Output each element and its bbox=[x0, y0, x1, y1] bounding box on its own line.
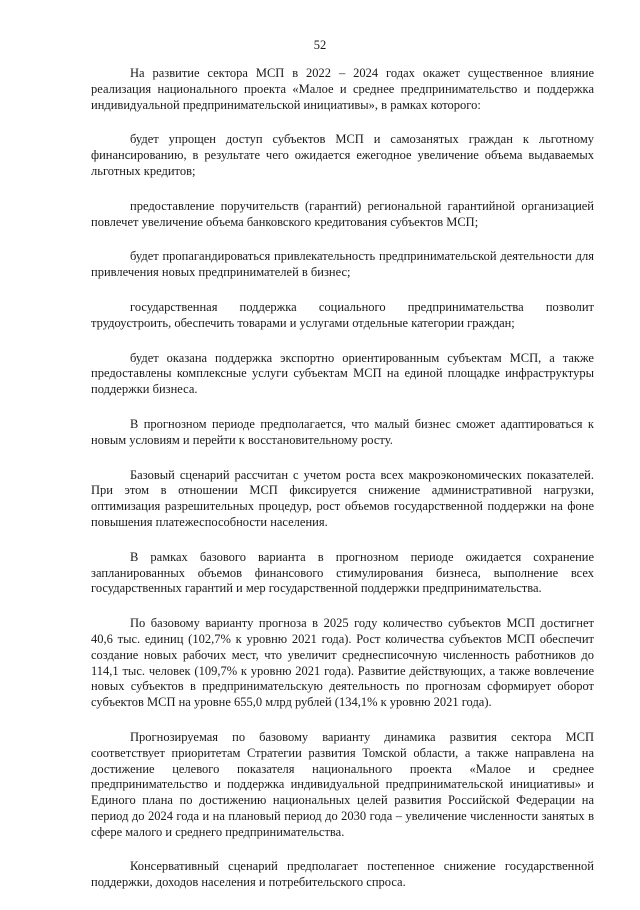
paragraph-forecast-period: В прогнозном периоде предполагается, что малый бизнес сможет адаптироваться к новым условиям и перейти к восстановительному росту. bbox=[91, 416, 594, 447]
paragraph-social-business: государственная поддержка социального предпринимательства позволит трудоустроить, обеспечить товарами и услугами отдельные категории граждан; bbox=[91, 299, 594, 330]
paragraph-export-support: будет оказана поддержка экспортно ориентированным субъектам МСП, а также предоставлены комплексные услуги субъектам МСП на единой площадке инфраструктуры поддержки бизнеса. bbox=[91, 350, 594, 397]
paragraph-promotion: будет пропагандироваться привлекательность предпринимательской деятельности для привлечения новых предпринимателей в бизнес; bbox=[91, 249, 594, 280]
paragraph-guarantees: предоставление поручительств (гарантий) региональной гарантийной организацией повлечет увеличение объема банковского кредитования субъектов МСП; bbox=[91, 198, 594, 229]
paragraph-credit-access: будет упрощен доступ субъектов МСП и самозанятых граждан к льготному финансированию, в результате чего ожидается ежегодное увеличение объема выдаваемых льготных кредитов; bbox=[91, 132, 594, 178]
paragraph-base-scenario: Базовый сценарий рассчитан с учетом роста всех макроэкономических показателей. При этом в отношении МСП фиксируется снижение административной нагрузки, оптимизация разрешительных процедур, рост объемов государственной поддержки на фоне повышения платежеспособности населения. bbox=[91, 467, 594, 529]
paragraph-intro: На развитие сектора МСП в 2022 – 2024 годах окажет существенное влияние реализация национального проекта «Малое и среднее предпринимательство и поддержка индивидуальной предпринимательской инициативы», в рамках которого: bbox=[91, 66, 594, 112]
document-body bbox=[91, 66, 594, 910]
paragraph-msp-forecast: По базовому варианту прогноза в 2025 году количество субъектов МСП достигнет 40,6 тыс. единиц (102,7% к уровню 2021 года). Рост количества субъектов МСП обеспечит создание новых рабочих мест, что увеличит среднесписочную численность работников до 114,1 тыс. человек (109,7% к уровню 2021 года). Развитие действующих, а также вовлечение новых субъектов в предпринимательскую деятельность по прогнозам сформирует оборот субъектов МСП на уровне 655,0 млрд рублей (134,1% к уровню 2021 года). bbox=[91, 616, 594, 710]
paragraph-base-variant: В рамках базового варианта в прогнозном периоде ожидается сохранение запланированных объемов финансового стимулирования бизнеса, выполнение всех государственных гарантий и мер государственной поддержки предпринимательства. bbox=[91, 549, 594, 596]
paragraph-conservative-scenario: Консервативный сценарий предполагает постепенное снижение государственной поддержки, доходов населения и потребительского спроса. bbox=[91, 859, 594, 890]
page-number: 52 bbox=[313, 38, 327, 52]
paragraph-strategy-alignment: Прогнозируемая по базовому варианту динамика развития сектора МСП соответствует приоритетам Стратегии развития Томской области, а также направлена на достижение целевого показателя национального проекта «Малое и среднее предпринимательство и поддержка индивидуальной предпринимательской инициативы» и Единого плана по достижению национальных целей развития Российской Федерации на период до 2024 года и на плановый период до 2030 года – увеличение численности занятых в сфере малого и среднего предпринимательства. bbox=[91, 729, 594, 839]
